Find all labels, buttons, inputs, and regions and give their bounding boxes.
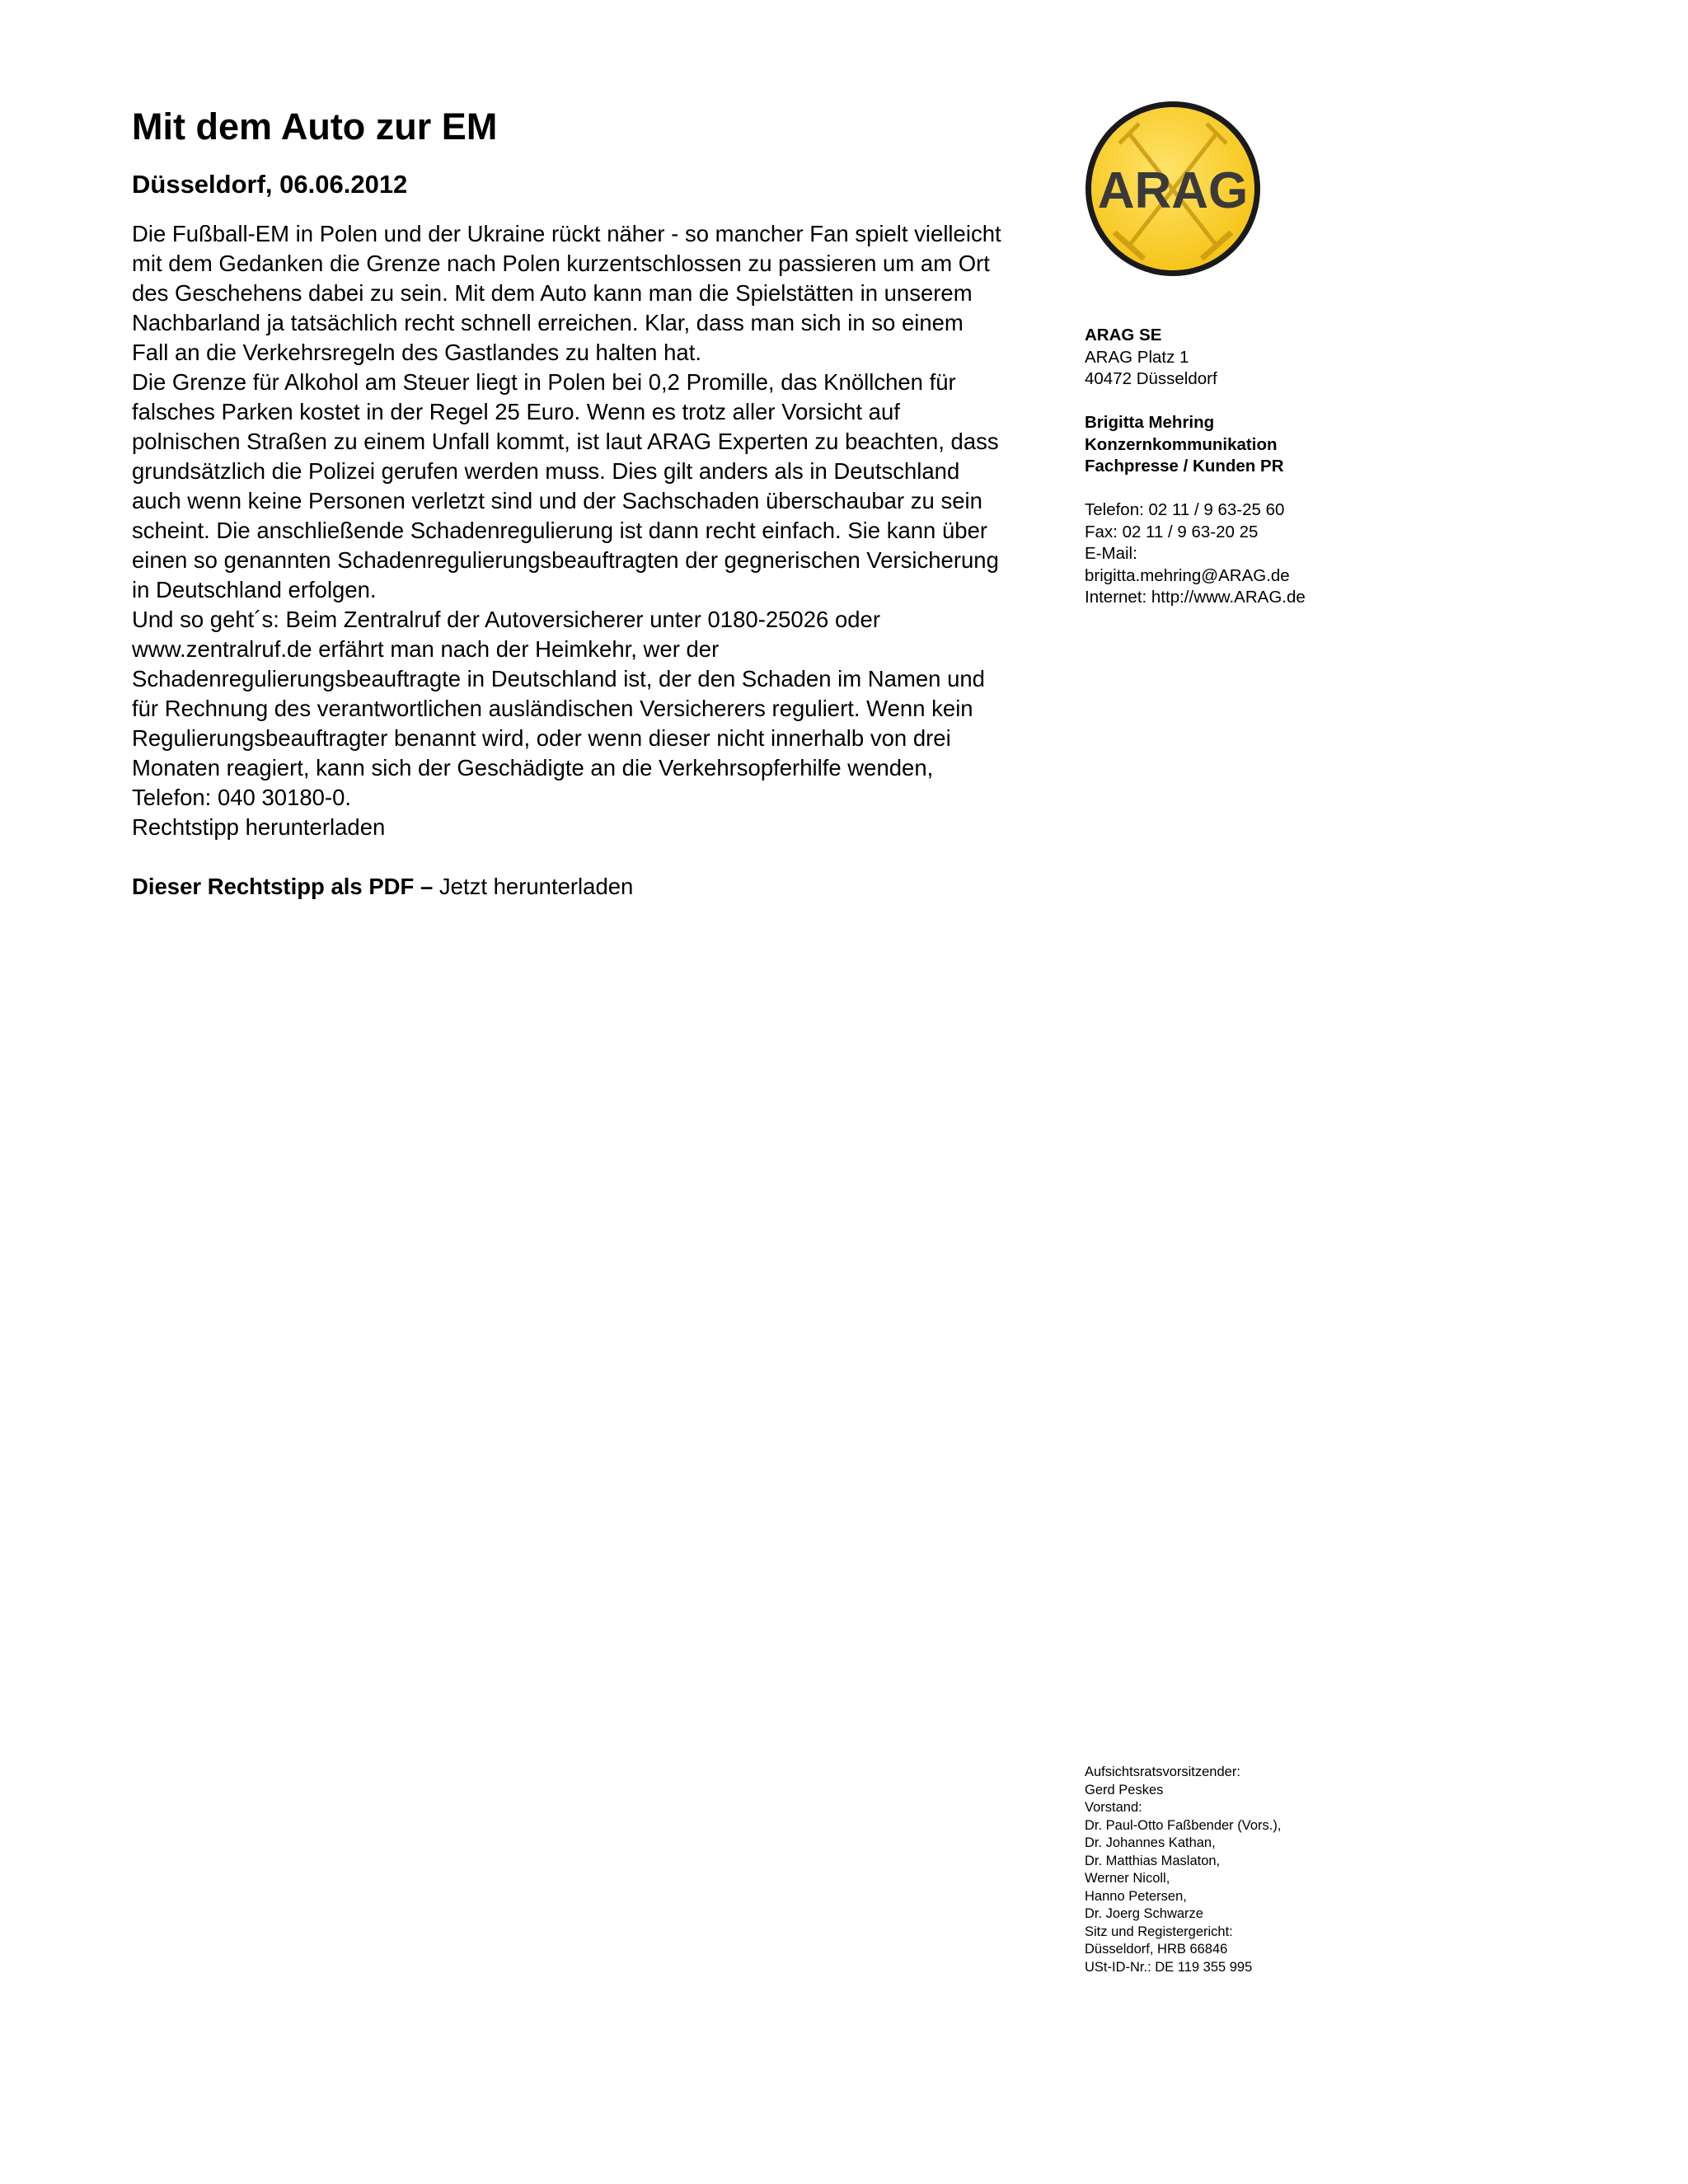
footer-line: Gerd Peskes xyxy=(1085,1782,1164,1797)
dateline: Düsseldorf, 06.06.2012 xyxy=(132,170,408,199)
logo-text: ARAG xyxy=(1097,162,1249,219)
download-text-link[interactable]: Rechtstipp herunterladen xyxy=(132,814,386,840)
contact-company: ARAG SE xyxy=(1085,326,1162,344)
footer-line: Aufsichtsratsvorsitzender: xyxy=(1085,1765,1240,1779)
footer-line: Hanno Petersen, xyxy=(1085,1888,1187,1904)
pdf-download-link[interactable]: Jetzt herunterladen xyxy=(438,874,634,899)
paragraph-procedure: Und so geht´s: Beim Zentralruf der Autoversicherer unter 0180-25026 oder www.zentralruf.de erfährt man nach der Heimkehr, wer der Schadenregulierungsbeauftragte in Deutschland ist, der den Schaden im Namen und für Rechnung des verantwortlichen ausländischen Versicherers reguliert. Wenn kein Regulierungsbeauftragter benannt wird, oder wenn dieser nicht innerhalb von drei Monaten reagiert, kann sich der Geschädigte an die Verkehrsopferhilfe wenden, Telefon: 040 30180-0. xyxy=(132,607,985,810)
footer-line: Vorstand: xyxy=(1085,1800,1142,1815)
contact-person: Brigitta Mehring xyxy=(1085,413,1215,432)
corporate-footer xyxy=(1085,1764,1431,1976)
contact-block xyxy=(1085,325,1431,609)
page-title: Mit dem Auto zur EM xyxy=(132,105,498,148)
contact-internet[interactable]: Internet: http://www.ARAG.de xyxy=(1085,588,1306,607)
pdf-download-label: Dieser Rechtstipp als PDF – xyxy=(132,874,434,899)
footer-line: Werner Nicoll, xyxy=(1085,1871,1170,1886)
article xyxy=(132,104,1006,902)
footer-line: USt-ID-Nr.: DE 119 355 995 xyxy=(1085,1959,1253,1975)
contact-role: Fachpresse / Kunden PR xyxy=(1085,457,1284,476)
contact-email-label: E-Mail: xyxy=(1085,544,1137,563)
footer-line: Dr. Johannes Kathan, xyxy=(1085,1835,1216,1850)
contact-street: ARAG Platz 1 xyxy=(1085,347,1189,367)
footer-line: Sitz und Registergericht: xyxy=(1085,1924,1233,1939)
paragraph-intro: Die Fußball-EM in Polen und der Ukraine rückt näher - so mancher Fan spielt vielleicht mit dem Gedanken die Grenze nach Polen kurzentschlossen zu passieren um am Ort des Geschehens dabei zu sein. Mit dem Auto kann man die Spielstätten in unserem Nachbarland ja tatsächlich recht schnell erreichen. Klar, dass man sich in so einem Fall an die Verkehrsregeln des Gastlandes zu halten hat. xyxy=(132,221,1001,365)
footer-line: Dr. Matthias Maslaton, xyxy=(1085,1853,1221,1868)
contact-city: 40472 Düsseldorf xyxy=(1085,369,1217,388)
footer-line: Düsseldorf, HRB 66846 xyxy=(1085,1942,1228,1957)
contact-fax: Fax: 02 11 / 9 63-20 25 xyxy=(1085,522,1259,541)
contact-email[interactable]: brigitta.mehring@ARAG.de xyxy=(1085,565,1290,585)
pdf-download-line xyxy=(132,872,1006,902)
footer-line: Dr. Joerg Schwarze xyxy=(1085,1906,1203,1921)
paragraph-rules: Die Grenze für Alkohol am Steuer liegt in Polen bei 0,2 Promille, das Knöllchen für falsches Parken kostet in der Regel 25 Euro. Wenn es trotz aller Vorsicht auf polnischen Straßen zu einem Unfall kommt, ist laut ARAG Experten zu beachten, dass grundsätzlich die Polizei gerufen werden muss. Dies gilt anders als in Deutschland auch wenn keine Personen verletzt sind und der Sachschaden überschaubar zu sein scheint. Die anschließende Schadenregulierung ist dann recht einfach. Sie kann über einen so genannten Schadenregulierungsbeauftragten der gegnerischen Versicherung in Deutschland erfolgen. xyxy=(132,369,999,602)
arag-logo xyxy=(1081,97,1264,280)
contact-phone: Telefon: 02 11 / 9 63-25 60 xyxy=(1085,500,1285,519)
footer-line: Dr. Paul-Otto Faßbender (Vors.), xyxy=(1085,1817,1282,1833)
contact-department: Konzernkommunikation xyxy=(1085,434,1278,454)
